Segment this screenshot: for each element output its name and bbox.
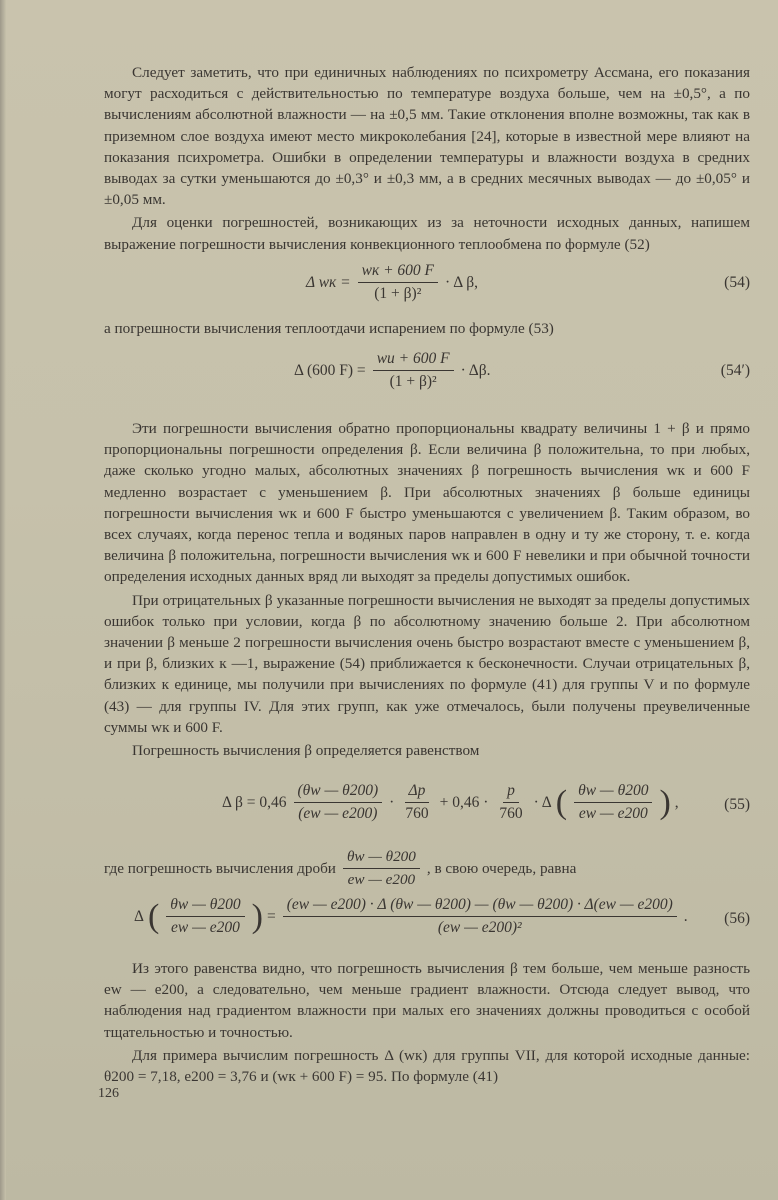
eq54-fraction: $\frac{wк + 600 F}{\text{(1 + β)²}}$ — [358, 262, 438, 303]
page-number: 126 — [98, 1086, 119, 1101]
paragraph-psychrometer-errors: Следует заметить, что при единичных наблюдениях по психрометру Ассмана, его показания могут расходиться с действительностью по температуре воздуха больше, чем на ±0,5°, а по вычислениям абсолютной влажности — на ±0,5 мм. Такие отклонения вполне возможны, так как в приземном слое воздуха имеют место микроколебания [24], которые в известной мере влияют на показания психрометра. Ошибки в определении температуры и влажности воздуха в средних выводах за сутки уменьшаются до ±0,3° и ±0,3 мм, а в средних месячных выводах — до ±0,05° и ±0,05 мм. — [104, 64, 750, 209]
paragraph-error-estimation: Для оценки погрешностей, возникающих из за неточности исходных данных, напишем выражение погрешности вычисления конвекционного теплообмена по формуле (52) — [104, 214, 750, 253]
paragraph-beta-error: Погрешность вычисления β определяется равенством — [132, 742, 480, 760]
paragraph-example: Для примера вычислим погрешность Δ (wк) для группы VII, для которой исходные данные: θ200 = 7,18, e200 = 3,76 и (wк + 600 F) = 95. По формуле (41) — [104, 1046, 750, 1086]
text-block-4 — [104, 958, 750, 1087]
eq54p-lhs: Δ (600 F) = — [294, 361, 366, 379]
eq54-tail: · Δ β, — [445, 273, 478, 291]
paragraph-error-proportionality: Эти погрешности вычисления обратно пропорциональны квадрату величины 1 + β и прямо пропорциональны погрешности определения β. Если величина β положительна, то при любых, даже сколько угодно малых, абсолютных значениях β погрешность вычисления wк и 600 F медленно возрастает с уменьшением β. При абсолютных значениях β больше единицы погрешности вычисления wк и 600 F быстро уменьшаются с увеличением β. Таким образом, во всех случаях, когда перенос тепла и водяных паров направлен в одну и ту же сторону, т. е. когда величина β положительна, погрешности вычисления wк и 600 F невелики и при обычной точности определения исходных данных вряд ли выходят за пределы допустимых ошибок. — [104, 420, 750, 586]
text-block-3 — [104, 418, 750, 761]
paragraph-negative-beta: При отрицательных β указанные погрешности вычисления не выходят за пределы допустимых ошибок только при условии, когда β по абсолютному значению больше 2. При абсолютном значении β меньше 2 погрешности вычисления очень быстро возрастают вместе с уменьшением β, и при β, близких к —1, выражение (54) приближается к бесконечности. Случаи отрицательных β, близких к единице, мы получили при вычислениях по формуле (41) для группы V и по формуле (43) — для группы IV. Для этих групп, как уже отмечалось, были получены преувеличенные суммы wк и 600 F. — [104, 591, 750, 736]
eq55-fraction-1: $\frac{(\theta w — \theta 200)}{(ew — e200)}$ — [294, 782, 383, 823]
inline-fraction: $\frac{\theta w — \theta 200}{ew — e200}$ — [343, 848, 420, 889]
eq54p-fraction: $\frac{wи + 600 F}{\text{(1 + β)²}}$ — [373, 350, 454, 391]
equation-54 — [104, 262, 750, 306]
inline-fraction-line: где погрешность вычисления дроби $\frac{\theta w — \theta 200}{ew — e200}$ , в свою очередь, равна — [104, 848, 577, 888]
equation-number: (54) — [724, 274, 750, 291]
eq54-lhs: Δ wк = — [306, 273, 351, 291]
equation-56: Δ ( $\frac{\theta w — \theta 200}{ew — e200}$ ) = $\frac{(ew — e200) \cdot \Delta (\theta w — \theta 200) — (\theta w — \theta 200) \cdot \Delta(ew — e200)}{\text{(ew — e200)²}}$ . (56) — [134, 896, 750, 936]
equation-number: (56) — [724, 910, 750, 927]
eq55-fraction-3: $\frac{p}{760}$ — [499, 782, 523, 822]
paragraph-evaporation: а погрешности вычисления теплоотдачи испарением по формуле (53) — [104, 320, 554, 337]
equation-number: (54′) — [720, 362, 750, 379]
eq54p-tail: · Δβ. — [460, 361, 491, 379]
paragraph-conclusion: Из этого равенства видно, что погрешность вычисления β тем больше, чем меньше разность ew — e200, а следовательно, чем меньше градиент влажности. Отсюда следует вывод, что наблюдения над градиентом влажности при малых его значениях должны проводиться с особой тщательностью и точностью. — [104, 960, 750, 1041]
equation-54-prime — [104, 350, 750, 394]
eq56-fraction: $\frac{(ew — e200) \cdot \Delta (\theta w — \theta 200) — (\theta w — \theta 200) \cdot \Delta(ew — e200)}{\text{(ew — e200)²}}$ — [283, 896, 677, 937]
text-block-1 — [104, 62, 750, 255]
eq55-fraction-4: $\frac{\theta w — \theta 200}{ew — e200}$ — [574, 782, 652, 823]
page-binding-edge — [0, 0, 6, 1200]
text-block-2 — [104, 318, 750, 339]
equation-55: Δ β = 0,46 $\frac{(\theta w — \theta 200)}{(ew — e200)}$ · $\frac{\Delta p}{760}$ + 0,46 · $\frac{p}{760}$ · Δ ( $\frac{\theta w — \theta 200}{ew — e200}$ ) , (55) — [222, 782, 750, 822]
equation-number: (55) — [724, 796, 750, 813]
eq55-fraction-2: $\frac{\Delta p}{760}$ — [405, 782, 429, 822]
